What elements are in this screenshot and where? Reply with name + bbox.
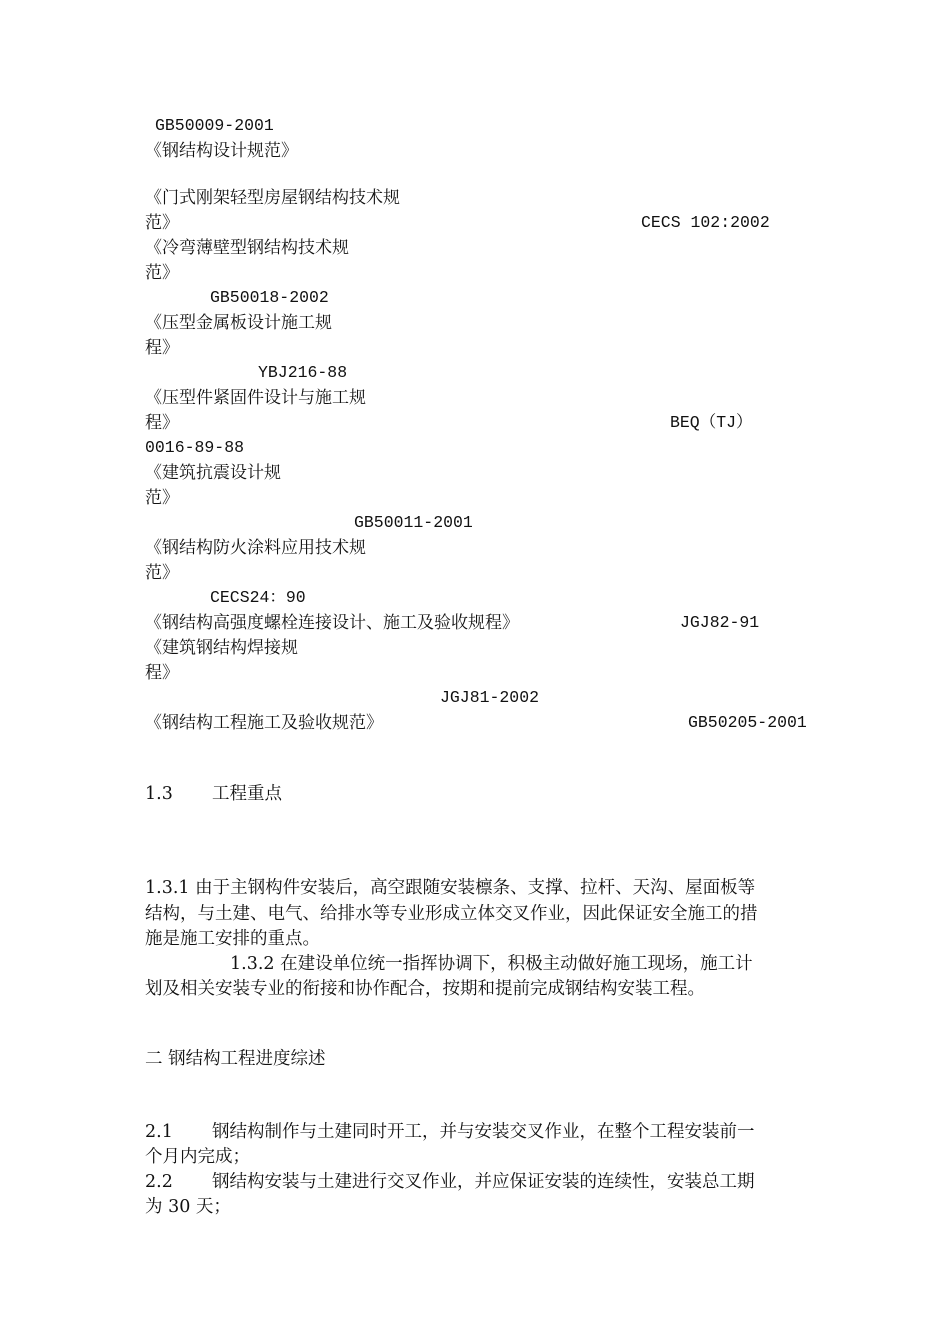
section-number: 1.3 [145, 784, 173, 804]
standard-title: 《钢结构设计规范》 [145, 141, 298, 161]
standard-code: 0016-89-88 [145, 438, 245, 457]
standard-title: 《建筑抗震设计规 [145, 463, 281, 483]
standard-code: JGJ81-2002 [440, 688, 540, 707]
standard-code: GB50011-2001 [354, 513, 473, 532]
paragraph-line: 为 30 天； [145, 1197, 231, 1217]
section-title: 二 钢结构工程进度综述 [145, 1049, 326, 1069]
standard-title: 范》 [145, 263, 179, 283]
paragraph-line: 划及相关安装专业的衔接和协作配合，按期和提前完成钢结构安装工程。 [145, 979, 705, 999]
standard-title: 《冷弯薄壁型钢结构技术规 [145, 238, 349, 258]
paragraph-line: 1.3.2 在建设单位统一指挥协调下，积极主动做好施工现场，施工计 [230, 954, 753, 974]
section-title: 工程重点 [212, 784, 282, 804]
standard-title: 程》 [145, 338, 179, 358]
standard-title: 程》 [145, 663, 179, 683]
standard-title: 范》 [145, 213, 179, 233]
standard-code: GB50205-2001 [688, 713, 807, 732]
standard-code: GB50009-2001 [155, 116, 274, 135]
paragraph-line: 钢结构安装与土建进行交叉作业，并应保证安装的连续性，安装总工期 [212, 1172, 755, 1192]
standard-title: 《钢结构工程施工及验收规范》 [145, 713, 383, 733]
standard-title: 《压型金属板设计施工规 [145, 313, 332, 333]
paragraph-line: 钢结构制作与土建同时开工，并与安装交叉作业，在整个工程安装前一 [212, 1122, 755, 1142]
standard-code: BEQ（TJ） [670, 413, 753, 432]
paragraph-line: 个月内完成； [145, 1147, 250, 1167]
paragraph-line: 结构，与土建、电气、给排水等专业形成立体交叉作业，因此保证安全施工的措 [145, 904, 758, 924]
paragraph-line: 施是施工安排的重点。 [145, 929, 320, 949]
item-number: 2.2 [145, 1172, 173, 1192]
standard-code: CECS24：90 [210, 588, 306, 607]
standard-code: CECS 102:2002 [641, 213, 770, 232]
standard-title: 《钢结构防火涂料应用技术规 [145, 538, 366, 558]
standard-title: 范》 [145, 563, 179, 583]
standard-title: 《钢结构高强度螺栓连接设计、施工及验收规程》 [145, 613, 519, 633]
standard-code: GB50018-2002 [210, 288, 329, 307]
standard-title: 《门式刚架轻型房屋钢结构技术规 [145, 188, 400, 208]
standard-code: YBJ216-88 [258, 363, 348, 382]
standard-title: 范》 [145, 488, 179, 508]
paragraph-line: 1.3.1 由于主钢构件安装后，高空跟随安装檩条、支撑、拉杆、天沟、屋面板等 [145, 878, 756, 898]
standard-code: JGJ82-91 [680, 613, 760, 632]
standard-title: 程》 [145, 413, 179, 433]
standard-title: 《压型件紧固件设计与施工规 [145, 388, 366, 408]
item-number: 2.1 [145, 1122, 173, 1142]
standard-title: 《建筑钢结构焊接规 [145, 638, 298, 658]
